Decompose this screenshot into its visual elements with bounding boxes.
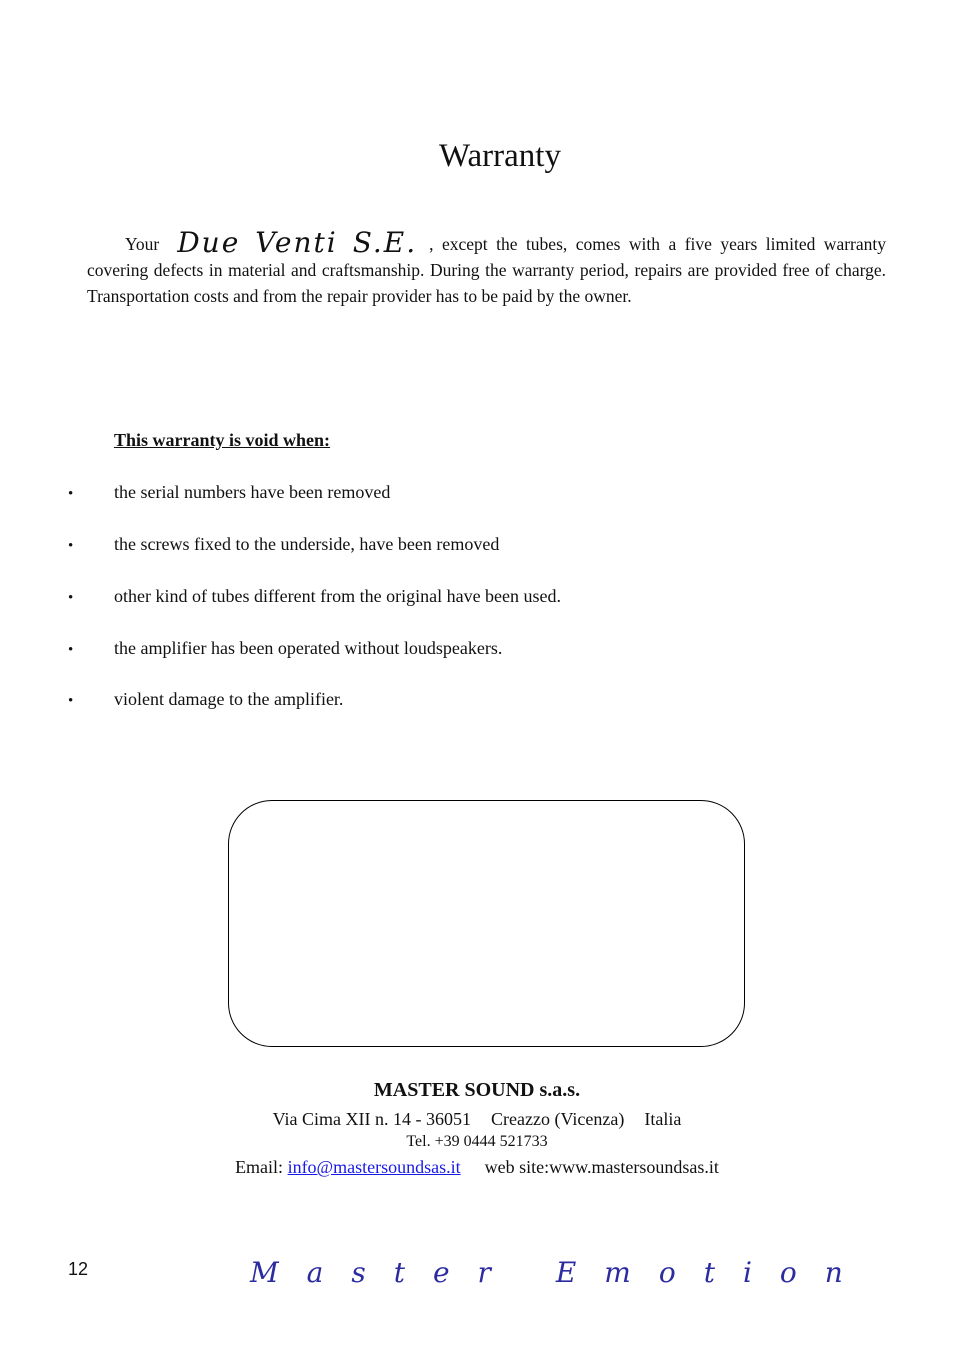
company-phone: Tel. +39 0444 521733 [406,1133,548,1150]
bullet-icon: • [68,538,74,554]
company-address [0,1109,954,1130]
list-item [68,638,502,659]
list-item [68,586,561,607]
list-item [68,482,390,503]
bullet-icon: • [68,486,74,502]
list-item [68,689,343,710]
address-street: Via Cima XII n. 14 - 36051 [272,1109,472,1129]
void-heading: This warranty is void when: [114,430,331,450]
bullet-icon: • [68,642,74,658]
address-country: Italia [644,1109,682,1129]
intro-lead: Your [125,234,160,254]
company-contact [0,1157,954,1178]
email-label: Email: [235,1157,284,1177]
company-name: MASTER SOUND s.a.s. [373,1079,581,1101]
page-number: 12 [68,1259,89,1279]
list-item-text: the amplifier has been operated without loudspeakers. [114,638,503,658]
list-item-text: other kind of tubes different from the original have been used. [114,586,562,606]
page-title: Warranty [439,138,561,174]
dealer-stamp-box [228,800,745,1047]
list-item-text: the screws fixed to the underside, have been removed [114,534,500,554]
product-name: Due Venti S.E. [177,226,418,259]
intro-paragraph [87,226,886,309]
list-item [68,534,499,555]
intro-text: , except the tubes, comes with a five years limited warranty covering defects in material and craftsmanship. During the warranty period, repairs are provided free of charge. Transportation costs and from the repair provider has to be paid by the owner. [87,234,886,306]
footer-signature: Master Emotion [250,1256,871,1289]
address-city: Creazzo (Vicenza) [491,1109,625,1129]
web-site: web site:www.mastersoundsas.it [484,1157,719,1177]
list-item-text: violent damage to the amplifier. [114,689,344,709]
bullet-icon: • [68,590,74,606]
email-link[interactable]: info@mastersoundsas.it [287,1157,461,1177]
list-item-text: the serial numbers have been removed [114,482,391,502]
bullet-icon: • [68,693,74,709]
